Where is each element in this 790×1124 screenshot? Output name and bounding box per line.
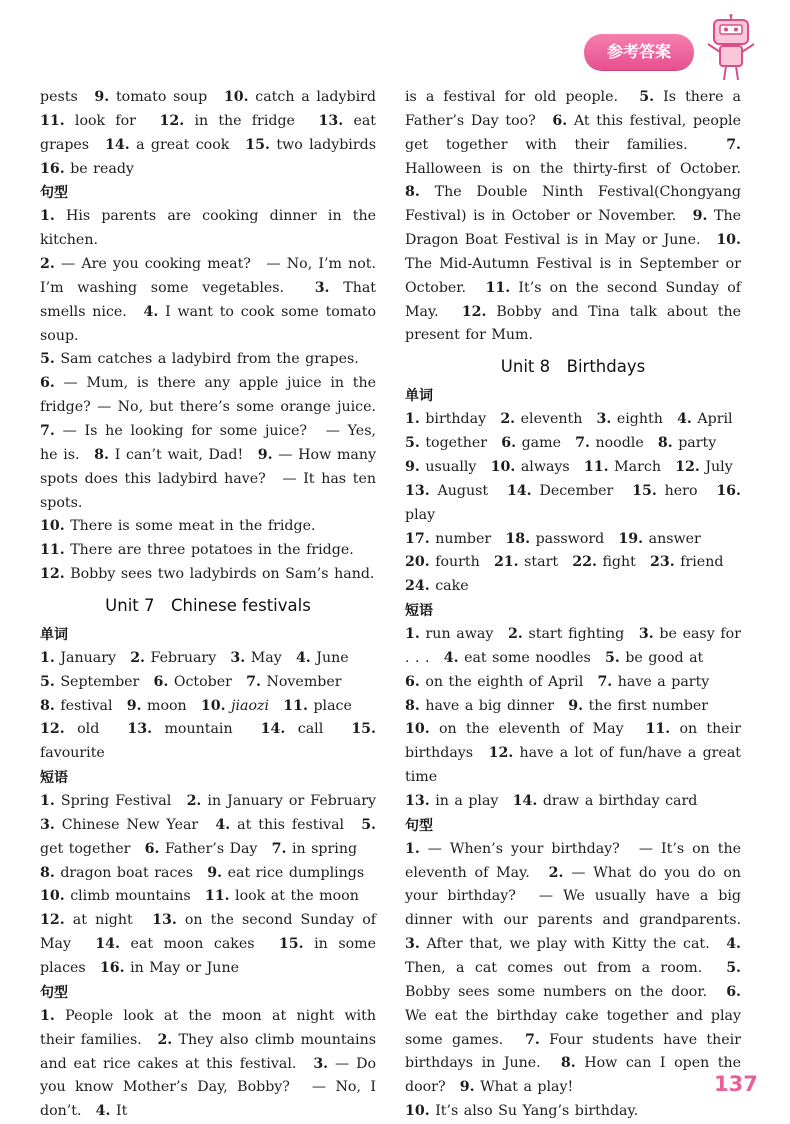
section-heading: 短语 [40,770,68,787]
answer-paragraph: is a festival for old people. 5. Is there a Father’s Day too? 6. At this festival, people get together with their families. 7. Halloween is on the thirty-first of October. 8. The Double Ninth Festival(Chongyang Festival) is in October or November. 9. The Dragon Boat Festival is in May or June. 10. The Mid-Autumn Festival is in September or October. 11. It’s on the second Sunday of May. 12. Bobby and Tina talk about the present for Mum. [405,89,756,344]
unit-title: Unit 8 Birthdays [500,357,646,377]
answer-paragraph: 1. — When’s your birthday? — It’s on the eleventh of May. 2. — What do you do on your birthday? — We usually have a big dinner with our parents and grandparents. 3. After that, we play with Kitty the cat. 4. Then, a cat comes out from a room. 5. Bobby sees some numbers on the door. 6. We eat the birthday cake together and play some games. 7. Four students have their birthdays in June. 8. How can I open the door? 9. What a play! 10. It’s also Su Yang’s birthday. [405,840,756,1120]
section-heading: 句型 [405,817,433,834]
section-heading: 句型 [40,185,68,202]
answer-key-badge: 参考答案 [584,34,694,70]
section-heading: 句型 [40,984,68,1001]
page-number: 137 [714,1072,758,1096]
answer-paragraph: 1. His parents are cooking dinner in the kitchen. 2. — Are you cooking meat? — No, I’m not. I’m washing some vegetables. 3. That smells nice. 4. I want to cook some tomato soup. 5. Sam catches a ladybird from the grapes. 6. — Mum, is there any apple juice in the fridge? — No, but there’s some orange juice. 7. — Is he looking for some juice? — Yes, he is. 8. I can’t wait, Dad! 9. — How many spots does this ladybird have? — It has ten spots. 10. There is some meat in the fridge. 11. There are three potatoes in the fridge. 12. Bobby sees two ladybirds on Sam’s hand. [40,208,391,583]
answer-paragraph: 1. People look at the moon at night with their families. 2. They also climb mountains and eat rice cakes at this festival. 3. — Do you know Mother’s Day, Bobby? — No, I don’t. 4. It [40,1007,382,1120]
answer-paragraph: 1. run away 2. start fighting 3. be easy for . . . 4. eat some noodles 5. be good at 6. on the eighth of April 7. have a party 8. have a big dinner 9. the first number 10. on the eleventh of May 11. on their birthdays 12. have a lot of fun/have a great time 13. in a play 14. draw a birthday card [405,626,747,809]
answer-paragraph: 1. January 2. February 3. May 4. June 5. September 6. October 7. November 8. festival 9. moon 10. jiaozi 11. place 12. old 13. mountain 14. call 15. favourite [40,649,382,762]
left-column [40,86,391,1124]
unit-title: Unit 7 Chinese festivals [105,595,311,615]
answer-paragraph: 1. birthday 2. eleventh 3. eighth 4. April 5. together 6. game 7. noodle 8. party 9. usually 10. always 11. March 12. July 13. August 14. December 15. hero 16. play 17. number 18. password 19. answer 20. fourth 21. start 22. fight 23. friend 24. cake [405,411,741,595]
right-column [405,86,756,1124]
section-heading: 短语 [405,603,433,620]
section-heading: 单词 [405,388,433,405]
answer-paragraph: 1. Spring Festival 2. in January or February 3. Chinese New Year 4. at this festival 5. get together 6. Father’s Day 7. in spring 8. dragon boat races 9. eat rice dumplings 10. climb mountains 11. look at the moon 12. at night 13. on the second Sunday of May 14. eat moon cakes 15. in some places 16. in May or June [40,793,391,976]
answer-paragraph: pests 9. tomato soup 10. catch a ladybird 11. look for 12. in the fridge 13. eat grapes 14. a great cook 15. two ladybirds 16. be ready [40,89,391,177]
robot-mascot-icon [700,14,762,84]
section-heading: 单词 [40,626,68,643]
